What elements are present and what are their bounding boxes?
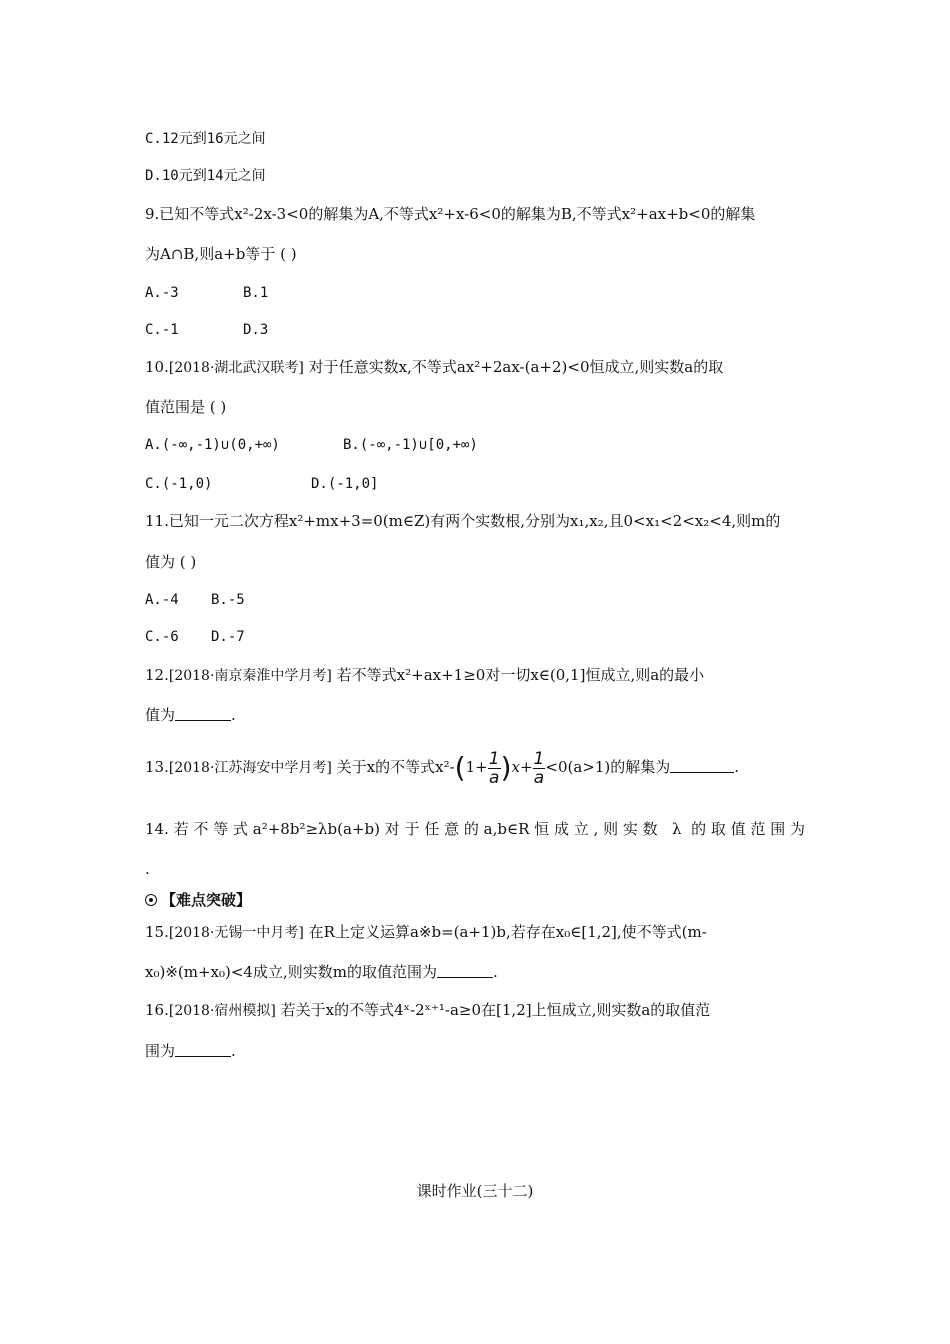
q11-option-c: C.-6 [145, 629, 179, 645]
q14-stem-line1: 14.若不等式a²+8b²≥λb(a+b)对于任意的a,b∈R恒成立,则实数 λ 的取值范围为 [145, 820, 805, 838]
q12-stem-line1 [145, 664, 805, 687]
q11-option-d: D.-7 [211, 629, 245, 645]
q10-option-b: B.(-∞,-1)∪[0,+∞) [343, 437, 478, 453]
q8-option-d: D.10元到14元之间 [145, 168, 266, 184]
q12-source-tag: [2018·南京秦淮中学月考] [168, 668, 332, 684]
q9-stem-line1: 9.已知不等式x²-2x-3<0的解集为A,不等式x²+x-6<0的解集为B,不等式x²+ax+b<0的解集 [145, 205, 756, 223]
q13-stem: 13.[2018·江苏海安中学月考] 关于x的不等式x²-(1+ $\frac{1}{a}$ )x+ $\frac{1}{a}$ <0(a>1)的解集为 . [145, 748, 740, 788]
q14-stem-line2: . [145, 860, 150, 878]
q16-number: 16. [145, 1001, 169, 1019]
q10-stem-line2: 值范围是 ( ) [145, 398, 227, 416]
q11-options-ab [145, 589, 805, 611]
q9-options-ab [145, 282, 805, 304]
q13-fraction-1: $\frac{1}{a}$ [488, 748, 500, 788]
q10-option-a: A.(-∞,-1)∪(0,+∞) [145, 437, 280, 453]
q9-option-b: B.1 [243, 285, 269, 301]
q16-answer-blank [175, 1042, 231, 1057]
q10-option-c: C.(-1,0) [145, 476, 213, 492]
q16-text: 若关于x的不等式4ˣ-2ˣ⁺¹-a≥0在[1,2]上恒成立,则实数a的取值范 [280, 1001, 711, 1019]
q11-option-a: A.-4 [145, 592, 179, 608]
q13-number: 13. [145, 758, 169, 776]
q16-source-tag: [2018·宿州模拟] [168, 1003, 276, 1019]
q13-answer-blank [670, 758, 734, 773]
page-footer-title: 课时作业(三十二) [416, 1182, 534, 1200]
q15-source-tag: [2018·无锡一中月考] [168, 925, 304, 941]
section-header [145, 889, 805, 911]
q12-answer-blank [175, 706, 231, 721]
q15-text-line2: x₀)※(m+x₀)<4成立,则实数m的取值范围为 [145, 963, 437, 981]
q10-text: 对于任意实数x,不等式ax²+2ax-(a+2)<0恒成立,则实数a的取 [308, 358, 724, 376]
q9-option-d: D.3 [243, 322, 269, 338]
q15-answer-blank [437, 963, 493, 978]
q10-number: 10. [145, 358, 169, 376]
q15-stem-line2: x₀)※(m+x₀)<4成立,则实数m的取值范围为 . [145, 963, 498, 981]
q12-number: 12. [145, 666, 169, 684]
q9-option-a: A.-3 [145, 285, 179, 301]
q11-option-b: B.-5 [211, 592, 245, 608]
q16-stem-line1 [145, 999, 805, 1022]
section-title: 【难点突破】 [161, 891, 252, 909]
q15-stem-line1 [145, 921, 805, 944]
q10-stem-line1 [145, 356, 805, 379]
q11-stem-line1: 11.已知一元二次方程x²+mx+3=0(m∈Z)有两个实数根,分别为x₁,x₂,且0<x₁<2<x₂<4,则m的 [145, 512, 781, 530]
q9-options-cd [145, 319, 805, 341]
q15-text: 在R上定义运算a※b=(a+1)b,若存在x₀∈[1,2],使不等式(m- [308, 923, 707, 941]
target-icon [145, 894, 157, 906]
q12-text: 若不等式x²+ax+1≥0对一切x∈(0,1]恒成立,则a的最小 [336, 666, 705, 684]
q11-options-cd [145, 626, 805, 648]
q10-options-ab [145, 434, 805, 456]
q16-text-line2: 围为 [145, 1042, 176, 1060]
q9-option-c: C.-1 [145, 322, 179, 338]
q13-text-pre: 关于x的不等式x²- [336, 758, 455, 776]
q8-option-c: C.12元到16元之间 [145, 131, 266, 147]
q9-stem-line2: 为A∩B,则a+b等于 ( ) [145, 245, 297, 263]
q13-source-tag: [2018·江苏海安中学月考] [168, 760, 332, 776]
q13-text-post: <0(a>1)的解集为 [545, 758, 671, 776]
q11-stem-line2: 值为 ( ) [145, 553, 197, 571]
q15-number: 15. [145, 923, 169, 941]
q12-text-line2: 值为 [145, 706, 176, 724]
q16-stem-line2: 围为 . [145, 1042, 236, 1060]
q13-fraction-2: $\frac{1}{a}$ [533, 748, 545, 788]
q10-option-d: D.(-1,0] [311, 476, 379, 492]
q10-options-cd [145, 473, 805, 495]
q12-stem-line2: 值为 . [145, 706, 236, 724]
q10-source-tag: [2018·湖北武汉联考] [168, 360, 304, 376]
